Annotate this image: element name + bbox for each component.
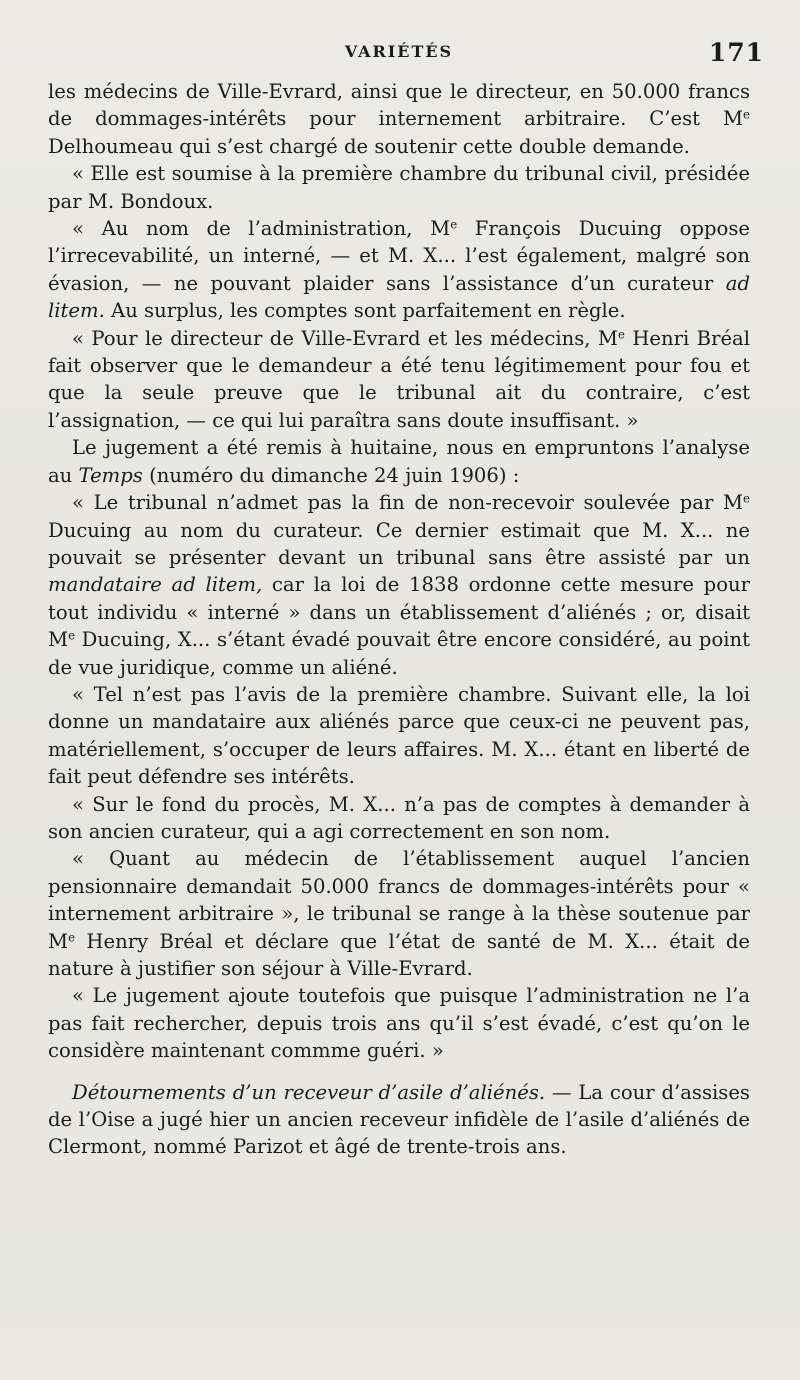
- superscript-text: e: [617, 327, 625, 342]
- paragraph-p3: [48, 215, 750, 325]
- text-segment: Ducuing au nom du curateur. Ce dernier estimait que M. X... ne pouvait se présenter devant un tribunal sans être assisté par un: [48, 518, 750, 569]
- paragraph-p2: [48, 160, 750, 215]
- superscript-text: e: [68, 628, 76, 643]
- text-segment: les médecins de Ville-Evrard, ainsi que le directeur, en 50.000 francs de dommages-intérêts pour internement arbitraire. C’est M: [48, 80, 750, 131]
- text-segment: « Le jugement ajoute toutefois que puisque l’administration ne l’a pas fait rechercher, depuis trois ans qu’il s’est évadé, c’est qu’on le considère maintenant commme guéri. »: [48, 984, 750, 1063]
- section-title: VARIÉTÉS: [344, 42, 454, 61]
- paragraph-p11: [48, 1079, 750, 1161]
- text-segment: « Tel n’est pas l’avis de la première chambre. Suivant elle, la loi donne un mandataire aux aliénés parce que ceux-ci ne peuvent pas, matériellement, s’occuper de leurs affaires. M. X... étant en liberté de fait peut défendre ses intérêts.: [48, 682, 750, 789]
- text-segment: Le jugement a été remis à huitaine, nous en empruntons l’analyse au: [48, 436, 750, 487]
- superscript-text: e: [743, 107, 750, 122]
- paragraph-p10: [48, 982, 750, 1064]
- paragraph-p1: [48, 78, 750, 160]
- text-segment: Au surplus, les comptes sont parfaitement en règle.: [104, 299, 626, 323]
- italic-text: Temps: [78, 463, 143, 487]
- paragraph-p9: [48, 845, 750, 982]
- paragraph-p5: [48, 434, 750, 489]
- text-segment: — La cour d’assises de l’Oise a jugé hier un ancien receveur infidèle de l’asile d’aliénés de Clermont, nommé Parizot et âgé de trente-trois ans.: [48, 1080, 750, 1159]
- italic-text: ad litem.: [48, 271, 750, 323]
- text-segment: « Elle est soumise à la première chambre du tribunal civil, présidée par M. Bondoux.: [48, 162, 750, 213]
- text-segment: Henri Bréal fait observer que le demandeur a été tenu légitimement pour fou et que la seule preuve que le tribunal ait du contraire, c’est l’assignation, — ce qui lui paraîtra sans doute insuffisant. »: [48, 326, 750, 432]
- page-number: 171: [708, 38, 764, 67]
- running-header: [48, 38, 764, 78]
- paragraph-p4: [48, 325, 750, 435]
- text-segment: Henry Bréal et déclare que l’état de santé de M. X... était de nature à justifier son séjour à Ville-Evrard.: [48, 929, 750, 980]
- text-segment: « Quant au médecin de l’établissement auquel l’ancien pensionnaire demandait 50.000 francs de dommages-intérêts pour « internement arbitraire », le tribunal se range à la thèse soutenue par M: [48, 847, 750, 953]
- text-segment: (numéro du dimanche 24 juin 1906) :: [142, 463, 520, 487]
- italic-text: mandataire ad litem,: [48, 573, 263, 597]
- text-segment: « Au nom de l’administration, M: [72, 217, 451, 241]
- superscript-text: e: [743, 491, 750, 506]
- paragraph-p7: [48, 681, 750, 791]
- paragraph-p8: [48, 791, 750, 846]
- text-segment: car la loi de 1838 ordonne cette mesure pour tout individu « interné » dans un établissement d’aliénés ; or, disait M: [48, 573, 750, 652]
- text-segment: Ducuing, X... s’étant évadé pouvait être encore considéré, au point de vue juridique, comme un aliéné.: [48, 628, 750, 679]
- superscript-text: e: [68, 930, 76, 945]
- text-segment: François Ducuing oppose l’irrecevabilité, un interné, — et M. X... l’est également, malgré son évasion, — ne pouvant plaider sans l’assistance d’un curateur: [48, 217, 750, 295]
- text-segment: « Sur le fond du procès, M. X... n’a pas de comptes à demander à son ancien curateur, qui a agi correctement en son nom.: [48, 792, 750, 843]
- italic-text: Détournements d’un receveur d’asile d’aliénés.: [72, 1080, 546, 1104]
- text-segment: « Le tribunal n’admet pas la fin de non-recevoir soulevée par M: [72, 491, 744, 515]
- article-body: [48, 78, 750, 1161]
- text-segment: « Pour le directeur de Ville-Evrard et les médecins, M: [72, 326, 618, 350]
- superscript-text: e: [450, 217, 458, 232]
- paragraph-p6: [48, 489, 750, 681]
- text-segment: Delhoumeau qui s’est chargé de soutenir cette double demande.: [48, 134, 690, 158]
